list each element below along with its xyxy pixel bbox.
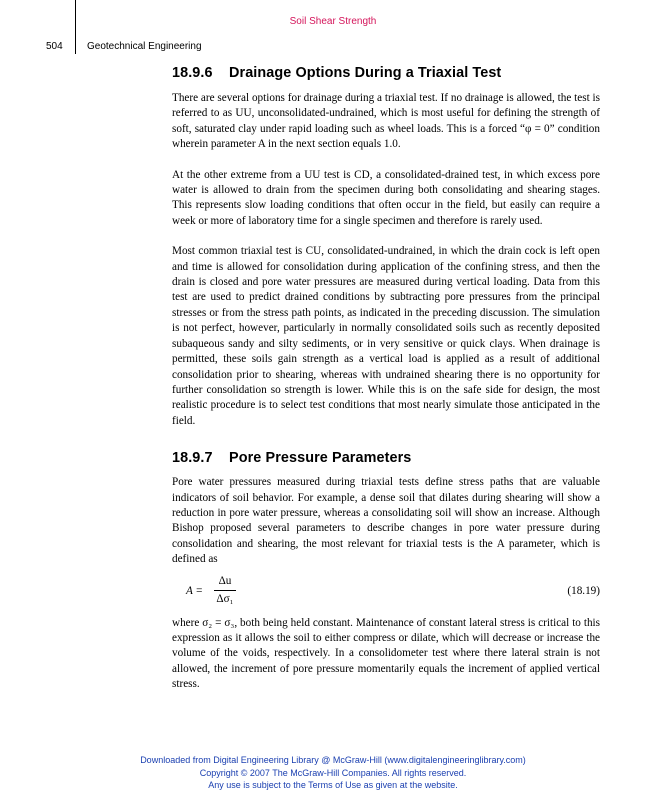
section-title: Pore Pressure Parameters <box>229 450 412 467</box>
equation-18-19 <box>172 574 600 612</box>
equation-fraction <box>214 574 236 607</box>
equation-numerator: Δu <box>218 574 232 587</box>
section-title: Drainage Options During a Triaxial Test <box>229 65 502 81</box>
equation-lhs: A = <box>186 584 203 597</box>
section-heading-18-9-6 <box>172 64 600 82</box>
footer-copyright: Copyright © 2007 The McGraw-Hill Companies. All rights reserved. <box>199 767 467 778</box>
footer-terms: Any use is subject to the Terms of Use as given at the website. <box>208 780 458 790</box>
page-number: 504 <box>46 41 63 52</box>
book-title: Geotechnical Engineering <box>87 41 202 52</box>
fraction-bar <box>214 590 236 591</box>
header-rule <box>75 0 76 54</box>
equation-denominator: Δσ₁ <box>216 592 234 605</box>
paragraph: Pore water pressures measured during triaxial tests define stress paths that are valuable indicators of soil behavior. For example, a dense soil that dilates during shearing will show a reduction in pore water pressure, whereas a consolidating soil will show an increase. Although Bishop proposed several parameters to describe changes in pore water pressure during consolidation and shearing, the most relevant for triaxial tests is the A parameter, which is defined as <box>172 476 600 566</box>
paragraph: There are several options for drainage during a triaxial test. If no drainage is allowed, the test is referred to as UU, unconsolidated-undrained, which is most useful for defining the strength of soft, saturated clay under rapid loading such as wheel loads. This is a forced “φ = 0” condition wherein parameter A in the next section equals 1.0. <box>172 92 600 151</box>
chapter-title: Soil Shear Strength <box>289 16 377 27</box>
paragraph: Most common triaxial test is CU, consolidated-undrained, in which the drain cock is left open and time is allowed for consolidation during application of the confining stress, and then the drain is closed and pore water pressures are measured during vertical loading. Data from this test are used to predict drained conditions by subtracting pore pressures from the principal stresses or from the stress path points, as indicated in the preceding discussion. The simulation is not perfect, however, particularly in normally consolidated soils such as recently deposited subaqueous sandy and silty sediments, or in very sensitive or quick clays. When drainage is permitted, these soils gain strength as a vertical load is applied as a result of additional consolidation prior to shearing, whereas with undrained shearing there is no opportunity for further consolidation so strength is lower. While this is on the safe side for design, the most realistic procedure is to select test conditions that most nearly simulate those anticipated in the field. <box>172 245 600 427</box>
section-number: 18.9.7 <box>172 450 213 467</box>
footer-download-line[interactable]: Downloaded from Digital Engineering Library @ McGraw-Hill (www.digitalengineeringlibrary.com) <box>140 755 526 765</box>
paragraph: where σ₂ = σ₃, both being held constant. Maintenance of constant lateral stress is critical to this expression as it allows the soil to either compress or dilate, which will decrease or increase the volume of the voids, respectively. In a consolidometer test where there lateral strain is not allowed, the increment of pore pressure momentarily equals the increment of applied vertical stress. <box>172 616 600 691</box>
equation-number: (18.19) <box>567 584 600 597</box>
paragraph: At the other extreme from a UU test is CD, a consolidated-drained test, in which excess pore water is allowed to drain from the specimen during both consolidating and shearing stages. This represents slow loading conditions that often occur in the field, but easily can require a week or more of laboratory time for a single specimen and therefore is rarely used. <box>172 168 600 227</box>
footer-notice <box>0 754 666 792</box>
section-number: 18.9.6 <box>172 65 213 81</box>
page-body <box>172 64 600 693</box>
section-heading-18-9-7 <box>172 449 600 467</box>
